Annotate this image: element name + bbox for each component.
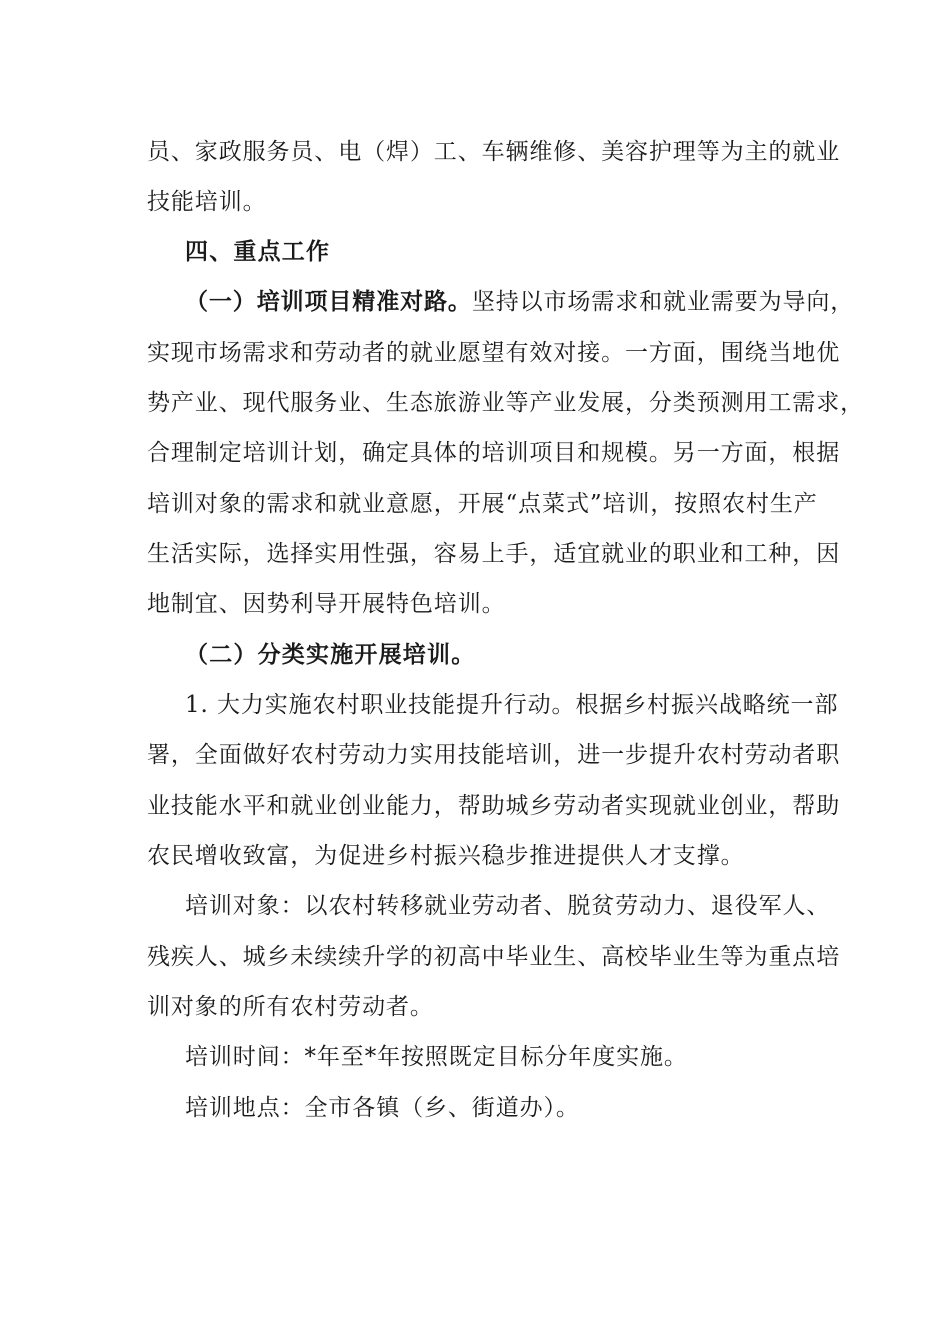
body-line-9: 地制宜、因势利导开展特色培训。 xyxy=(147,591,506,617)
subheading-paragraph-1 xyxy=(185,288,854,316)
body-line-7: 培训对象的需求和就业意愿，开展“点菜式”培训，按照农村生产 xyxy=(147,491,818,517)
body-line-12: 业技能水平和就业创业能力，帮助城乡劳动者实现就业创业，帮助 xyxy=(147,793,841,819)
section-heading-4: 四、重点工作 xyxy=(185,239,331,265)
body-line-14: 培训对象：以农村转移就业劳动者、脱贫劳动力、退役军人、 xyxy=(185,893,831,919)
body-line-15: 残疾人、城乡未续续升学的初高中毕业生、高校毕业生等为重点培 xyxy=(147,944,841,970)
body-line-1: 员、家政服务员、电（焊）工、车辆维修、美容护理等为主的就业 xyxy=(147,139,841,165)
body-line-4: 实现市场需求和劳动者的就业愿望有效对接。一方面，围绕当地优 xyxy=(147,340,841,366)
body-line-18: 培训地点：全市各镇（乡、街道办）。 xyxy=(185,1095,580,1121)
body-line-13: 农民增收致富，为促进乡村振兴稳步推进提供人才支撑。 xyxy=(147,843,745,869)
body-line-10: 1. 大力实施农村职业技能提升行动。根据乡村振兴战略统一部 xyxy=(185,692,839,718)
body-line-6: 合理制定培训计划，确定具体的培训项目和规模。另一方面，根据 xyxy=(147,440,841,466)
body-line-16: 训对象的所有农村劳动者。 xyxy=(147,994,434,1020)
subheading-1: （一）培训项目精准对路。 xyxy=(185,289,472,315)
body-line-17: 培训时间：*年至*年按照既定目标分年度实施。 xyxy=(185,1044,688,1070)
subheading-2: （二）分类实施开展培训。 xyxy=(185,642,476,668)
body-line-8: 生活实际，选择实用性强，容易上手，适宜就业的职业和工种，因 xyxy=(147,541,841,567)
body-line-5: 势产业、现代服务业、生态旅游业等产业发展，分类预测用工需求， xyxy=(147,390,864,416)
body-line-3: 坚持以市场需求和就业需要为导向， xyxy=(471,289,855,315)
body-line-11: 署，全面做好农村劳动力实用技能培训，进一步提升农村劳动者职 xyxy=(147,742,841,768)
body-line-2: 技能培训。 xyxy=(147,189,267,215)
